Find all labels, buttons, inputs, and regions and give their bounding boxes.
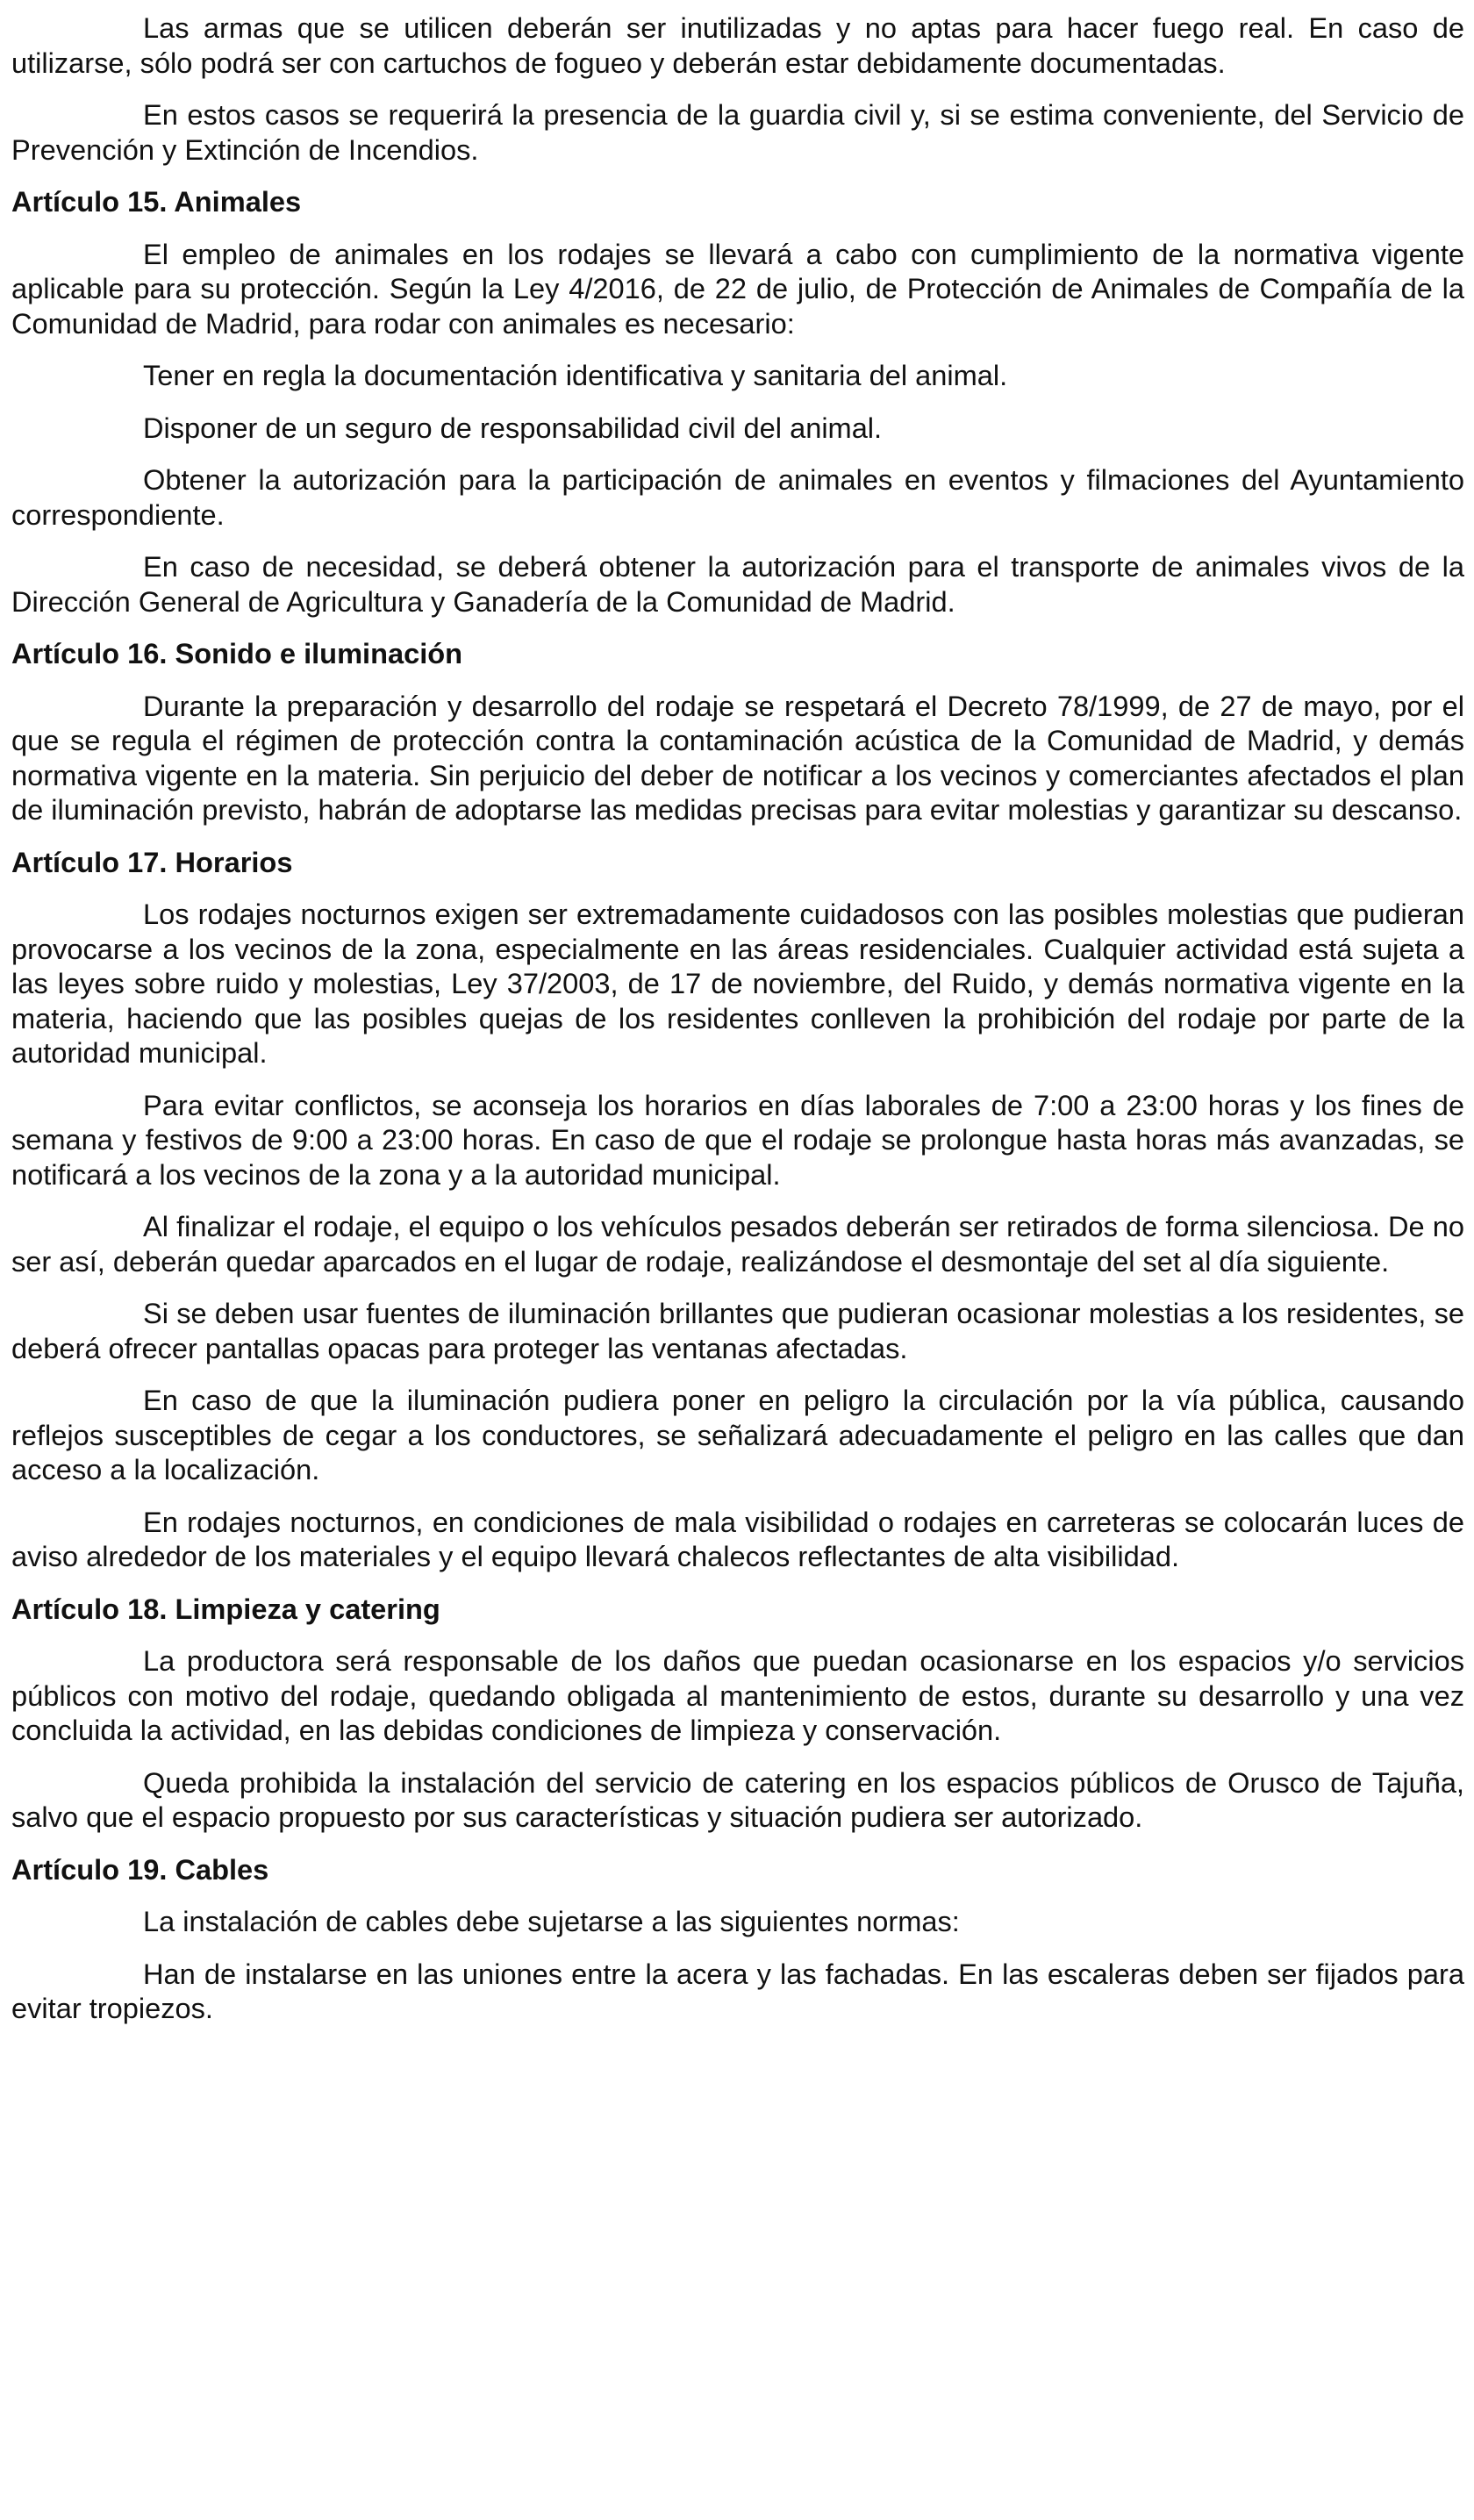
document-page [11,11,1464,2044]
paragraph: La instalación de cables debe sujetarse a las siguientes normas: [143,1905,960,1937]
paragraph: Al finalizar el rodaje, el equipo o los vehículos pesados deberán ser retirados de forma silenciosa. De no ser así, deberán quedar aparcados en el lugar de rodaje, realizándose el desmontaje del set al día siguiente. [11,1210,1464,1278]
article-heading: Artículo 15. Animales [11,185,302,218]
paragraph: Los rodajes nocturnos exigen ser extremadamente cuidadosos con las posibles molestias que pudieran provocarse a los vecinos de la zona, especialmente en las áreas residenciales. Cualquier actividad está sujeta a las leyes sobre ruido y molestias, Ley 37/2003, de 17 de noviembre, del Ruido, y demás normativa vigente en la materia, haciendo que las posibles quejas de los residentes conlleven la prohibición del rodaje por parte de la autoridad municipal. [11,898,1464,1069]
paragraph: En rodajes nocturnos, en condiciones de mala visibilidad o rodajes en carreteras se colocarán luces de aviso alrededor de los materiales y el equipo llevará chalecos reflectantes de alta visibilidad. [11,1505,1464,1572]
article-heading: Artículo 17. Horarios [11,845,293,878]
paragraph: En estos casos se requerirá la presencia de la guardia civil y, si se estima conveniente, del Servicio de Prevención y Extinción de Incendios. [11,98,1464,166]
paragraph: Tener en regla la documentación identificativa y sanitaria del animal. [143,359,1008,391]
paragraph: Queda prohibida la instalación del servicio de catering en los espacios públicos de Orusco de Tajuña, salvo que el espacio propuesto por sus características y situación pudiera ser autorizado. [11,1765,1464,1833]
paragraph: Obtener la autorización para la participación de animales en eventos y filmaciones del Ayuntamiento correspondiente. [11,463,1464,531]
article-heading: Artículo 16. Sonido e iluminación [11,637,463,669]
article-heading: Artículo 18. Limpieza y catering [11,1592,440,1625]
paragraph: En caso de necesidad, se deberá obtener la autorización para el transporte de animales vivos de la Dirección General de Agricultura y Ganadería de la Comunidad de Madrid. [11,550,1464,618]
paragraph: Si se deben usar fuentes de iluminación brillantes que pudieran ocasionar molestias a los residentes, se deberá ofrecer pantallas opacas para proteger las ventanas afectadas. [11,1297,1464,1364]
paragraph: El empleo de animales en los rodajes se llevará a cabo con cumplimiento de la normativa vigente aplicable para su protección. Según la Ley 4/2016, de 22 de julio, de Protección de Animales de Compañía de la Comunidad de Madrid, para rodar con animales es necesario: [11,237,1464,340]
paragraph: Disponer de un seguro de responsabilidad civil del animal. [143,411,883,444]
paragraph: Para evitar conflictos, se aconseja los horarios en días laborales de 7:00 a 23:00 horas y los fines de semana y festivos de 9:00 a 23:00 horas. En caso de que el rodaje se prolongue hasta horas más avanzadas, se notificará a los vecinos de la zona y a la autoridad municipal. [11,1088,1464,1191]
article-heading: Artículo 19. Cables [11,1852,269,1886]
paragraph: Las armas que se utilicen deberán ser inutilizadas y no aptas para hacer fuego real. En caso de utilizarse, sólo podrá ser con cartuchos de fogueo y deberán estar debidamente documentadas. [11,11,1464,79]
paragraph: En caso de que la iluminación pudiera poner en peligro la circulación por la vía pública, causando reflejos susceptibles de cegar a los conductores, se señalizará adecuadamente el peligro en las calles que dan acceso a la localización. [11,1384,1464,1486]
paragraph: La productora será responsable de los daños que puedan ocasionarse en los espacios y/o servicios públicos con motivo del rodaje, quedando obligada al mantenimiento de estos, durante su desarrollo y una vez concluida la actividad, en las debidas condiciones de limpieza y conservación. [11,1644,1464,1746]
paragraph: Han de instalarse en las uniones entre la acera y las fachadas. En las escaleras deben ser fijados para evitar tropiezos. [11,1957,1464,2024]
paragraph: Durante la preparación y desarrollo del rodaje se respetará el Decreto 78/1999, de 27 de mayo, por el que se regula el régimen de protección contra la contaminación acústica de la Comunidad de Madrid, y demás normativa vigente en la materia. Sin perjuicio del deber de notificar a los vecinos y comerciantes afectados el plan de iluminación previsto, habrán de adoptarse las medidas precisas para evitar molestias y garantizar su descanso. [11,689,1464,826]
